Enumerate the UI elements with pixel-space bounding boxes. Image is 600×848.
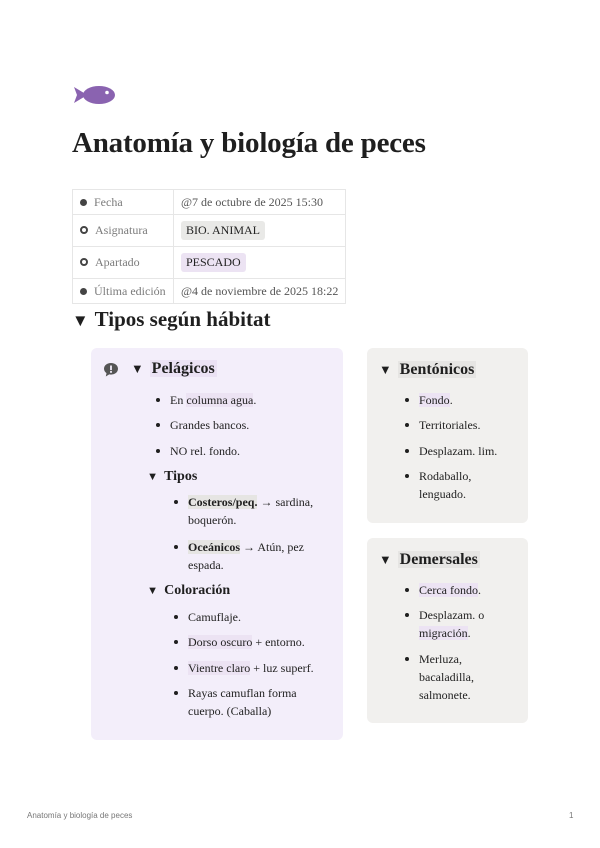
clock-icon: [80, 199, 87, 206]
property-row-asignatura: [73, 215, 346, 247]
toggle-triangle-icon[interactable]: ▼: [147, 585, 159, 597]
list-item: Desplazam. o migración.: [419, 606, 499, 642]
property-label: Fecha: [94, 194, 123, 209]
toggle-triangle-icon[interactable]: ▼: [72, 311, 89, 330]
list-item: Rodaballo, lenguado.: [419, 467, 489, 503]
footer-page-number: 1: [569, 811, 574, 820]
property-row-apartado: [73, 247, 346, 279]
list-item: NO rel. fondo.: [170, 442, 330, 460]
list-item: Camuflaje.: [188, 608, 328, 626]
list-item: Vientre claro + luz superf.: [188, 659, 328, 677]
select-icon: [80, 226, 88, 234]
property-row-ultima-edicion: [73, 279, 346, 304]
list-item: En columna agua.: [170, 391, 330, 409]
toggle-heading-bentonicos[interactable]: ▼ Bentónicos: [379, 361, 475, 378]
properties-table: [72, 189, 346, 304]
select-icon: [80, 258, 88, 266]
list-item: Cerca fondo.: [419, 581, 519, 599]
subject-tag[interactable]: BIO. ANIMAL: [181, 221, 265, 240]
property-value[interactable]: @4 de noviembre de 2025 18:22: [181, 283, 339, 298]
list-item: Territoriales.: [419, 416, 519, 434]
fish-icon: [72, 84, 116, 106]
toggle-triangle-icon[interactable]: ▼: [379, 363, 392, 377]
list-item: Fondo.: [419, 391, 519, 409]
toggle-heading-coloracion[interactable]: ▼ Coloración: [147, 583, 231, 598]
list-item: Costeros/peq. → sardina, boquerón.: [188, 493, 328, 529]
toggle-heading-pelagicos[interactable]: ▼ Pelágicos: [131, 360, 215, 377]
toggle-heading-demersales[interactable]: ▼ Demersales: [379, 551, 478, 568]
list-item: Rayas camuflan forma cuerpo. (Caballa): [188, 684, 318, 720]
clock-icon: [80, 288, 87, 295]
page-title: Anatomía y biología de peces: [72, 127, 426, 159]
speech-bubble-exclamation-icon: [103, 362, 119, 378]
list-item: Desplazam. lim.: [419, 442, 519, 460]
toggle-triangle-icon[interactable]: ▼: [147, 471, 159, 483]
property-value[interactable]: @7 de octubre de 2025 15:30: [181, 194, 324, 209]
callout-demersales: [367, 538, 528, 723]
list-item: Grandes bancos.: [170, 416, 330, 434]
property-label: Última edición: [94, 283, 166, 298]
callout-bentonicos: [367, 348, 528, 523]
property-label: Asignatura: [95, 223, 148, 237]
list-item: Dorso oscuro + entorno.: [188, 633, 328, 651]
toggle-triangle-icon[interactable]: ▼: [379, 553, 392, 567]
property-row-fecha: [73, 190, 346, 215]
list-item: Oceánicos → Atún, pez espada.: [188, 538, 328, 574]
footer-doc-title: Anatomía y biología de peces: [27, 811, 133, 820]
property-label: Apartado: [95, 255, 140, 269]
section-heading[interactable]: ▼ Tipos según hábitat: [72, 307, 271, 331]
section-tag[interactable]: PESCADO: [181, 253, 246, 272]
list-item: Merluza, bacaladilla, salmonete.: [419, 650, 493, 704]
toggle-triangle-icon[interactable]: ▼: [131, 362, 144, 376]
toggle-heading-tipos[interactable]: ▼ Tipos: [147, 469, 198, 484]
callout-pelagicos: [91, 348, 343, 740]
